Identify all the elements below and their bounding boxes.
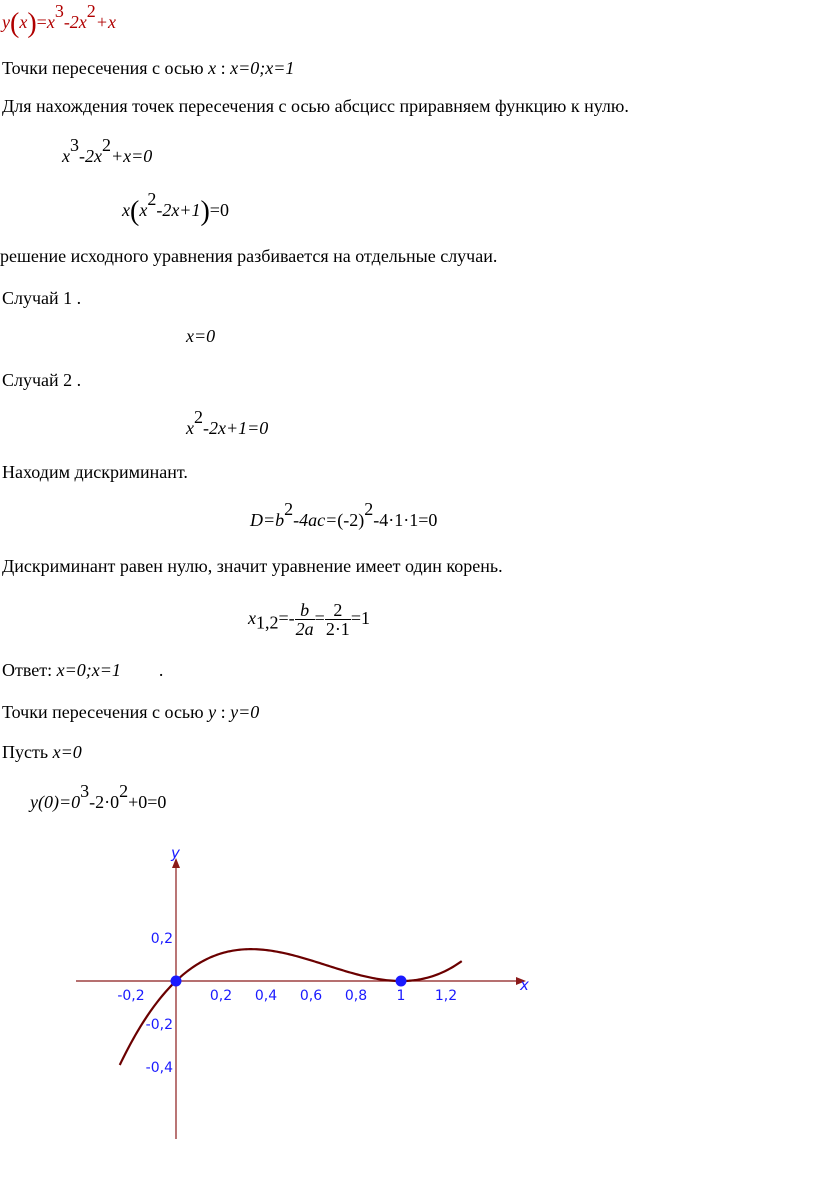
- y-tick-label: -0,2: [145, 1017, 173, 1033]
- root-formula: [248, 600, 370, 638]
- eq1-c: +x=0: [110, 146, 153, 166]
- split-text: решение исходного уравнения разбивается на отдельные случаи.: [0, 246, 498, 266]
- equation-1: [62, 135, 153, 166]
- y-axis-name: y: [208, 702, 217, 722]
- factor-pow: 2: [147, 189, 157, 209]
- intersection-point: [171, 976, 182, 987]
- eq1-p1: 3: [70, 135, 79, 155]
- y-intersections-text: Точки пересечения с осью: [2, 702, 204, 722]
- disc-text: Находим дискриминант.: [2, 462, 188, 482]
- factor-rhs: =0: [209, 200, 229, 220]
- frac2-num: 2: [325, 601, 351, 620]
- eq1-p2: 2: [101, 135, 111, 155]
- disc-a: D=b: [250, 510, 285, 530]
- function-curve: [120, 949, 462, 1065]
- x-intersections-text: Точки пересечения с осью: [2, 58, 204, 78]
- fn-var: x: [19, 12, 28, 32]
- separator-y: :: [216, 702, 231, 722]
- x-intersections-line: [2, 58, 294, 78]
- case2-a: x: [186, 418, 194, 438]
- disc-c: (-2): [337, 510, 365, 530]
- y-tick-label: -0,4: [145, 1060, 173, 1076]
- disc-p1: 2: [284, 499, 294, 519]
- root-eq2: =: [314, 608, 325, 628]
- case2-label: Случай 2 .: [2, 370, 82, 390]
- fraction-1: [295, 601, 315, 638]
- let-line: [2, 742, 82, 762]
- x-tick-label: 0,4: [254, 988, 278, 1004]
- case2-equation: [186, 407, 269, 438]
- disc-b: -4ac=: [293, 510, 338, 530]
- x-intersections-answer: x=0;x=1: [230, 58, 295, 78]
- frac1-den: 2a: [295, 619, 314, 640]
- x-tick-label: 1,2: [434, 988, 458, 1004]
- y0-a: y(0)=0: [30, 792, 81, 812]
- factored-equation: $x(x^2-2x+1)=0$: [122, 189, 229, 227]
- eq1-a: x: [62, 146, 70, 166]
- fn-pow1: 3: [54, 1, 64, 21]
- x-axis-label: x: [520, 976, 529, 994]
- intersection-point: [396, 976, 407, 987]
- case2-b: -2x+1=0: [203, 418, 269, 438]
- frac1-num: b: [295, 601, 315, 620]
- fn-lhs: y: [2, 12, 10, 32]
- function-graph: [60, 836, 540, 1146]
- y0-c: +0=0: [128, 792, 167, 812]
- y0-b: -2·0: [89, 792, 120, 812]
- x-tick-label: 0,8: [344, 988, 368, 1004]
- y-tick-label: 0,2: [150, 931, 173, 947]
- disc-d: -4·1·1=0: [373, 510, 438, 530]
- y-intersections-line: [2, 702, 259, 722]
- disc-p2: 2: [364, 499, 374, 519]
- method-text: Для нахождения точек пересечения с осью абсцисс приравняем функцию к нулю.: [2, 96, 629, 116]
- root-eq: =-: [278, 608, 295, 628]
- y-at-zero: [30, 781, 167, 812]
- answer-value: x=0;x=1: [56, 660, 121, 680]
- answer-dot: .: [158, 660, 164, 680]
- function-definition: $y(x)=x^3-2x^2+x$: [2, 1, 116, 39]
- root-x: x: [248, 608, 256, 628]
- y-axis-label: y: [171, 844, 180, 862]
- disc-conclusion: Дискриминант равен нулю, значит уравнение имеет один корень.: [2, 556, 503, 576]
- let-label: Пусть: [2, 742, 53, 762]
- separator: :: [216, 58, 231, 78]
- y-intersections-answer: y=0: [230, 702, 260, 722]
- x-axis-name: x: [208, 58, 217, 78]
- root-result: =1: [350, 608, 370, 628]
- x-tick-label: -0,2: [117, 988, 145, 1004]
- factor-x: x: [122, 200, 130, 220]
- fn-term3: +x: [95, 12, 116, 32]
- answer-label: Ответ:: [2, 660, 57, 680]
- answer-line: [2, 660, 163, 680]
- fn-term2: -2x: [63, 12, 87, 32]
- y0-p2: 2: [119, 781, 129, 801]
- x-tick-label: 0,2: [209, 988, 233, 1004]
- fn-term1: x: [46, 12, 55, 32]
- factor-inner-a: x: [139, 200, 148, 220]
- x-tick-label: 1: [396, 988, 406, 1004]
- fn-pow2: 2: [86, 1, 96, 21]
- frac2-den: 2·1: [325, 619, 350, 640]
- disc-formula: [250, 499, 438, 530]
- case1-equation: x=0: [186, 326, 216, 346]
- factor-inner-b: -2x+1: [156, 200, 201, 220]
- eq1-b: -2x: [79, 146, 102, 166]
- x-tick-label: 0,6: [299, 988, 323, 1004]
- case1-label: Случай 1 .: [2, 288, 82, 308]
- let-value: x=0: [52, 742, 82, 762]
- y0-p1: 3: [80, 781, 90, 801]
- fraction-2: [325, 601, 351, 638]
- case2-pow: 2: [194, 407, 203, 427]
- root-sub: 1,2: [256, 612, 279, 633]
